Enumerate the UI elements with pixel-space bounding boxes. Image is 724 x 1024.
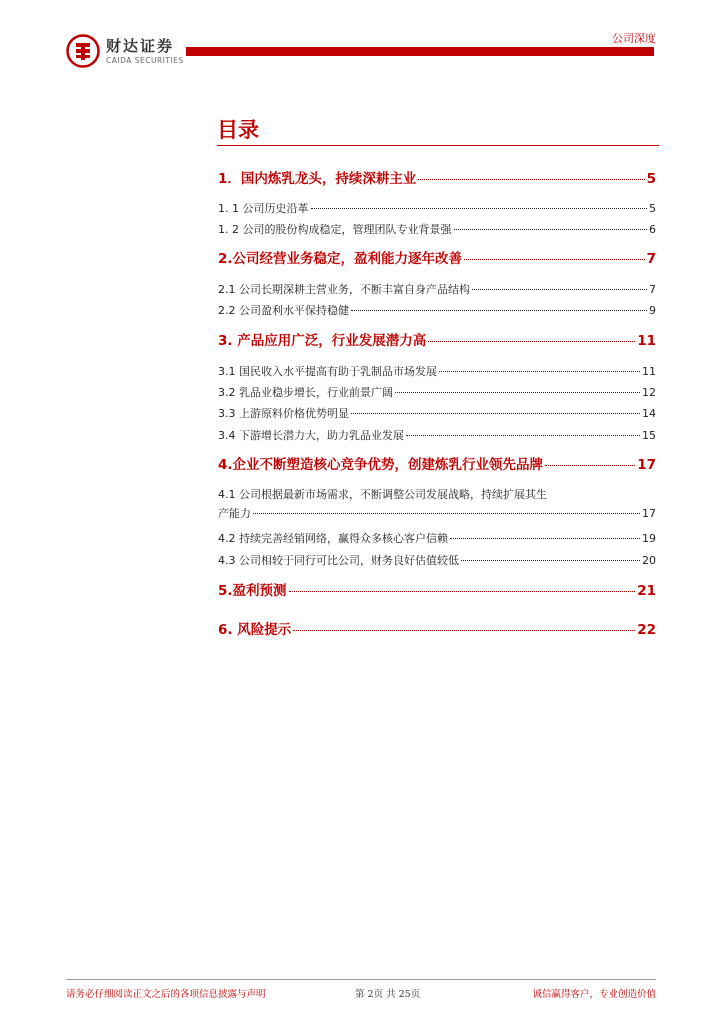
toc-entry-4-3[interactable] bbox=[218, 552, 656, 568]
toc-entry-4-2[interactable] bbox=[218, 530, 656, 546]
toc-entry-page: 22 bbox=[637, 622, 656, 638]
footer-disclaimer: 请务必仔细阅读正文之后的各项信息披露与声明 bbox=[66, 989, 266, 1000]
toc-entry-text: 5.盈利预测 bbox=[218, 583, 287, 599]
toc-entry-4-1[interactable] bbox=[218, 485, 656, 521]
toc-entry-3-1[interactable] bbox=[218, 363, 656, 379]
toc-entry-page: 14 bbox=[642, 407, 656, 420]
toc-entry-2[interactable] bbox=[218, 247, 656, 267]
brand-name-english: CAIDA SECURITIES bbox=[106, 56, 184, 65]
toc-entry-page: 19 bbox=[642, 532, 656, 545]
toc-entry-page: 20 bbox=[642, 554, 656, 567]
toc-entry-page: 12 bbox=[642, 386, 656, 399]
toc-entry-1[interactable] bbox=[218, 167, 656, 187]
toc-entry-text-line1: 4.1 公司根据最新市场需求，不断调整公司发展战略，持续扩展其生 bbox=[218, 488, 547, 501]
toc-entry-text: 1. 2 公司的股份构成稳定，管理团队专业背景强 bbox=[218, 223, 452, 236]
toc-entry-5[interactable] bbox=[218, 579, 656, 599]
toc-entry-4[interactable] bbox=[218, 453, 656, 473]
toc-entry-text: 6. 风险提示 bbox=[218, 622, 292, 638]
toc-entry-page: 9 bbox=[649, 304, 656, 317]
toc-title-rule bbox=[217, 145, 659, 146]
toc-entry-page: 15 bbox=[642, 429, 656, 442]
caida-logo-icon bbox=[66, 34, 100, 68]
brand-name: 财达证券 bbox=[106, 37, 175, 55]
toc-entry-1-1[interactable] bbox=[218, 200, 656, 216]
toc-entry-page: 17 bbox=[642, 507, 656, 520]
toc-entry-text: 3.2 乳品业稳步增长，行业前景广阔 bbox=[218, 386, 393, 399]
toc-entry-text: 1．国内炼乳龙头，持续深耕主业 bbox=[218, 171, 417, 187]
toc-entry-text: 1. 1 公司历史沿革 bbox=[218, 202, 309, 215]
toc-entry-text: 3.4 下游增长潜力大，助力乳品业发展 bbox=[218, 429, 404, 442]
footer-rule bbox=[66, 979, 656, 980]
toc-entry-text: 2.1 公司长期深耕主营业务，不断丰富自身产品结构 bbox=[218, 283, 470, 296]
toc-entry-text: 3.1 国民收入水平提高有助于乳制品市场发展 bbox=[218, 365, 437, 378]
toc-entry-page: 7 bbox=[649, 283, 656, 296]
toc-title: 目录 bbox=[217, 118, 259, 142]
toc-entry-page: 5 bbox=[646, 171, 656, 187]
toc-entry-text: 4.3 公司相较于同行可比公司，财务良好估值较低 bbox=[218, 554, 459, 567]
toc-entry-page: 7 bbox=[646, 251, 656, 267]
footer-page-info: 第 2页 共 25页 bbox=[355, 989, 421, 1000]
toc-entry-text: 4.企业不断塑造核心竞争优势，创建炼乳行业领先品牌 bbox=[218, 457, 544, 473]
header-rule bbox=[186, 47, 654, 56]
toc-entry-1-2[interactable] bbox=[218, 221, 656, 237]
toc-entry-text: 3. 产品应用广泛，行业发展潜力高 bbox=[218, 333, 427, 349]
document-type: 公司深度 bbox=[612, 32, 656, 45]
toc-entry-page: 6 bbox=[649, 223, 656, 236]
toc-entry-text: 2.2 公司盈利水平保持稳健 bbox=[218, 304, 349, 317]
toc-entry-3[interactable] bbox=[218, 329, 656, 349]
toc-entry-text: 2.公司经营业务稳定，盈利能力逐年改善 bbox=[218, 251, 463, 267]
toc-entry-page: 17 bbox=[637, 457, 656, 473]
toc-entry-6[interactable] bbox=[218, 618, 656, 638]
footer-slogan: 诚信赢得客户，专业创造价值 bbox=[532, 989, 656, 1000]
toc-entry-page: 11 bbox=[637, 333, 656, 349]
toc-entry-text: 3.3 上游原料价格优势明显 bbox=[218, 407, 349, 420]
toc-entry-2-1[interactable] bbox=[218, 281, 656, 297]
toc-entry-text: 4.2 持续完善经销网络，赢得众多核心客户信赖 bbox=[218, 532, 448, 545]
toc-entry-text-line2: 产能力 bbox=[218, 507, 251, 520]
toc-entry-page: 21 bbox=[637, 583, 656, 599]
toc-entry-3-4[interactable] bbox=[218, 427, 656, 443]
toc-entry-3-3[interactable] bbox=[218, 405, 656, 421]
toc-entry-page: 5 bbox=[649, 202, 656, 215]
toc-entry-page: 11 bbox=[642, 365, 656, 378]
toc-entry-3-2[interactable] bbox=[218, 384, 656, 400]
toc-entry-2-2[interactable] bbox=[218, 302, 656, 318]
